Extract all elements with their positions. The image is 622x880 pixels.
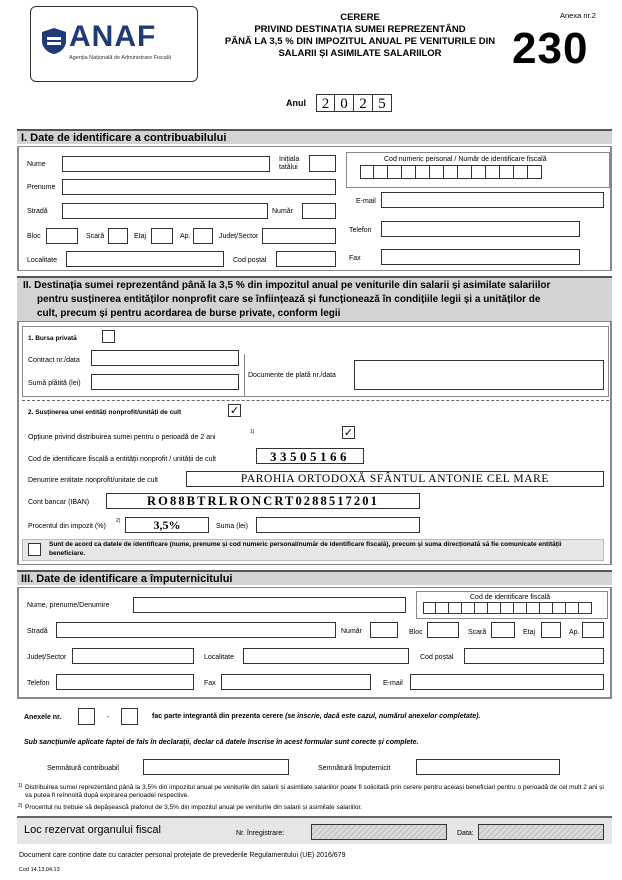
- bloc-label: Bloc: [27, 233, 41, 240]
- section-2-title-1: II. Destinația sumei reprezentând până la 3,5 % din impozitul anual pe veniturile din salarii și asimilate salariilor: [23, 280, 551, 291]
- procent-field[interactable]: 3,5%: [125, 517, 209, 533]
- initiala-label-1: Inițiala: [279, 156, 300, 163]
- sustinere-label: 2. Susținerea unei entități nonprofit/unități de cult: [28, 409, 182, 416]
- cod-fiscal-label: Cod de identificare fiscală a entității nonprofit / unității de cult: [28, 456, 216, 463]
- imp-bloc-label: Bloc: [409, 629, 423, 636]
- semnatura-contribuabil-field[interactable]: [143, 759, 289, 775]
- logo-subtitle: Agenția Națională de Administrare Fiscală: [69, 55, 172, 61]
- data-field[interactable]: [478, 824, 604, 840]
- imp-judet-field[interactable]: [72, 648, 194, 664]
- cod-fiscal-field[interactable]: 33505166: [256, 448, 364, 464]
- suma-field[interactable]: [256, 517, 420, 533]
- semnatura-imputernicit-field[interactable]: [416, 759, 560, 775]
- etaj-label: Etaj: [134, 233, 147, 240]
- documente-field[interactable]: [354, 360, 604, 390]
- title-line-1: CERERE: [340, 12, 380, 23]
- iban-label: Cont bancar (IBAN): [28, 499, 90, 506]
- numar-field[interactable]: [302, 203, 336, 219]
- anexele-dash: -: [107, 714, 110, 721]
- imp-telefon-field[interactable]: [56, 674, 194, 690]
- suma-platita-field[interactable]: [91, 374, 239, 390]
- imp-fax-field[interactable]: [221, 674, 371, 690]
- section-2-header: [17, 276, 612, 321]
- nr-inregistrare-field[interactable]: [311, 824, 447, 840]
- judet-label: Județ/Sector: [219, 233, 259, 240]
- imp-localitate-field[interactable]: [243, 648, 409, 664]
- procent-sup: 2): [116, 518, 121, 524]
- loc-rezervat-label: Loc rezervat organului fiscal: [24, 824, 161, 836]
- acord-text: Sunt de acord ca datele de identificare (nume, prenume și cod numeric personal/număr de identificare fiscală), precum și suma direcționată să fie comunicate entității beneficiare.: [49, 541, 562, 557]
- numar-label: Număr: [272, 208, 294, 215]
- anexele-to-field[interactable]: [121, 708, 138, 725]
- prenume-field[interactable]: [62, 179, 336, 195]
- imp-cod-field[interactable]: [423, 602, 592, 614]
- form-number: 230: [512, 24, 589, 73]
- annex-label: Anexa nr.2: [560, 11, 596, 20]
- scara-field[interactable]: [108, 228, 128, 244]
- title-line-4: SALARII ȘI ASIMILATE SALARIILOR: [278, 48, 442, 59]
- year-digit[interactable]: 2: [354, 94, 373, 112]
- logo-box: [30, 6, 198, 82]
- title-line-2: PRIVIND DESTINAȚIA SUMEI REPREZENTÂND: [254, 24, 466, 35]
- imp-cod-postal-field[interactable]: [464, 648, 604, 664]
- imp-cod-label: Cod de identificare fiscală: [470, 594, 551, 601]
- form-title: [210, 12, 510, 60]
- nr-inregistrare-label: Nr. înregistrare:: [236, 830, 285, 837]
- documente-divider: [244, 354, 245, 396]
- denumire-field[interactable]: PAROHIA ORTODOXĂ SFÂNTUL ANTONIE CEL MARE: [186, 471, 604, 487]
- imp-etaj-label: Etaj: [523, 629, 536, 636]
- logo-text: ANAF: [69, 20, 157, 53]
- procent-label: Procentul din impozit (%): [28, 523, 106, 530]
- imp-nume-field[interactable]: [133, 597, 406, 613]
- bursa-label: 1. Bursa privată: [28, 335, 77, 342]
- acord-checkbox[interactable]: [28, 543, 41, 556]
- note-2: Procentul nu trebuie să depășească plafonul de 3,5% din impozitul anual pe veniturile din salarii și asimilate salariilor.: [25, 804, 363, 811]
- note-2-sup: 2): [18, 803, 23, 809]
- imp-fax-label: Fax: [204, 680, 216, 687]
- form-code: Cod 14.13.04.13: [19, 867, 60, 873]
- note-1-sup: 1): [18, 783, 23, 789]
- documente-label: Documente de plată nr./data: [248, 372, 336, 379]
- title-line-3: PÂNĂ LA 3,5 % DIN IMPOZITUL ANUAL PE VENITURILE DIN: [224, 36, 496, 47]
- year-digit[interactable]: 2: [316, 94, 335, 112]
- fax-field[interactable]: [381, 249, 580, 265]
- ap-field[interactable]: [193, 228, 213, 244]
- imp-numar-label: Număr: [341, 628, 363, 635]
- suma-platita-label: Sumă plătită (lei): [28, 380, 81, 387]
- optiune-checkbox[interactable]: ✓: [343, 427, 354, 439]
- optiune-sup: 1): [250, 429, 255, 435]
- imp-ap-label: Ap.: [569, 629, 580, 636]
- anexele-text-italic: (se înscrie, dacă este cazul, numărul anexelor completate).: [285, 713, 481, 720]
- email-field[interactable]: [381, 192, 604, 208]
- telefon-field[interactable]: [381, 221, 580, 237]
- imp-scara-field[interactable]: [491, 622, 515, 638]
- contract-label: Contract nr./data: [28, 357, 80, 364]
- dashed-divider: [22, 400, 609, 401]
- section-2-title-3: cult, precum și pentru acordarea de burse private, conform legii: [37, 308, 341, 319]
- nume-field[interactable]: [62, 156, 270, 172]
- strada-label: Stradă: [27, 208, 48, 215]
- imp-strada-field[interactable]: [56, 622, 336, 638]
- year-label: Anul: [286, 98, 306, 108]
- denumire-label: Denumire entitate nonprofit/unitate de cult: [28, 477, 158, 484]
- anexele-text-main: fac parte integrantă din prezenta cerere: [152, 713, 284, 720]
- email-label: E-mail: [356, 198, 376, 205]
- anaf-emblem-icon: [41, 27, 67, 55]
- telefon-label: Telefon: [349, 227, 372, 234]
- judet-field[interactable]: [262, 228, 336, 244]
- suma-label: Suma (lei): [216, 523, 248, 530]
- cnp-label: Cod numeric personal / Număr de identificare fiscală: [384, 156, 547, 163]
- gdpr-text: Document care conține date cu caracter personal protejate de prevederile Regulamentului (UE) 2016/679: [19, 852, 346, 859]
- scara-label: Scară: [86, 233, 105, 240]
- note-1: Distribuirea sumei reprezentând până la 3,5% din impozitul anual pe veniturile din salarii și asimilate salariilor poate fi solicitată prin cerere pentru aceiași beneficiari pentru o perioadă de cel mult 2 ani și va putea fi reînnoită după expirarea perioadei respective.: [25, 784, 604, 799]
- imp-email-label: E-mail: [383, 680, 403, 687]
- imp-telefon-label: Telefon: [27, 680, 50, 687]
- sustinere-checkbox[interactable]: ✓: [229, 405, 240, 417]
- declaratie-text: Sub sancțiunile aplicate faptei de fals în declarații, declar că datele înscrise în acest formular sunt corecte și complete.: [24, 739, 419, 746]
- optiune-label: Opțiune privind distribuirea sumei pentru o perioadă de 2 ani: [28, 434, 216, 441]
- ap-label: Ap.: [180, 233, 191, 240]
- year-digit[interactable]: 0: [335, 94, 354, 112]
- localitate-field[interactable]: [66, 251, 224, 267]
- nume-label: Nume: [27, 161, 46, 168]
- fax-label: Fax: [349, 255, 361, 262]
- section-3-header: III. Date de identificare a împuternicitului: [17, 570, 612, 585]
- imp-email-field[interactable]: [410, 674, 604, 690]
- cod-postal-field[interactable]: [276, 251, 336, 267]
- semnatura-contribuabil-label: Semnătură contribuabil: [47, 765, 119, 772]
- anexele-text: [152, 713, 480, 720]
- iban-field[interactable]: RO88BTRLRONCRT0288517201: [106, 493, 420, 509]
- semnatura-imputernicit-label: Semnătură împuternicit: [318, 765, 391, 772]
- etaj-field[interactable]: [151, 228, 173, 244]
- bloc-field[interactable]: [46, 228, 78, 244]
- imp-judet-label: Județ/Sector: [27, 654, 67, 661]
- anexele-label: Anexele nr.: [24, 714, 62, 721]
- contract-field[interactable]: [91, 350, 239, 366]
- imp-strada-label: Stradă: [27, 628, 48, 635]
- imp-localitate-label: Localitate: [204, 654, 234, 661]
- imp-cod-postal-label: Cod poștal: [420, 654, 454, 661]
- imp-nume-label: Nume, prenume/Denumire: [27, 602, 110, 609]
- initiala-field[interactable]: [309, 155, 336, 172]
- cod-postal-label: Cod poștal: [233, 257, 267, 264]
- data-label: Data:: [457, 830, 474, 837]
- imp-ap-field[interactable]: [582, 622, 604, 638]
- imp-numar-field[interactable]: [370, 622, 398, 638]
- imp-scara-label: Scară: [468, 629, 487, 636]
- section-1-header: I. Date de identificare a contribuabilului: [17, 129, 612, 144]
- strada-field[interactable]: [62, 203, 268, 219]
- localitate-label: Localitate: [27, 257, 57, 264]
- imp-etaj-field[interactable]: [541, 622, 561, 638]
- bursa-checkbox[interactable]: [102, 330, 115, 343]
- section-2-title-2: pentru susținerea entităților nonprofit care se înființează și funcționează în condițiile legii și a unităților de: [37, 294, 541, 305]
- imp-bloc-field[interactable]: [427, 622, 459, 638]
- initiala-label-2: tatălui: [279, 164, 298, 171]
- cnp-field[interactable]: [360, 165, 542, 179]
- prenume-label: Prenume: [27, 184, 56, 191]
- anexele-from-field[interactable]: [78, 708, 95, 725]
- year-digit[interactable]: 5: [373, 94, 392, 112]
- year-boxes: [316, 94, 392, 112]
